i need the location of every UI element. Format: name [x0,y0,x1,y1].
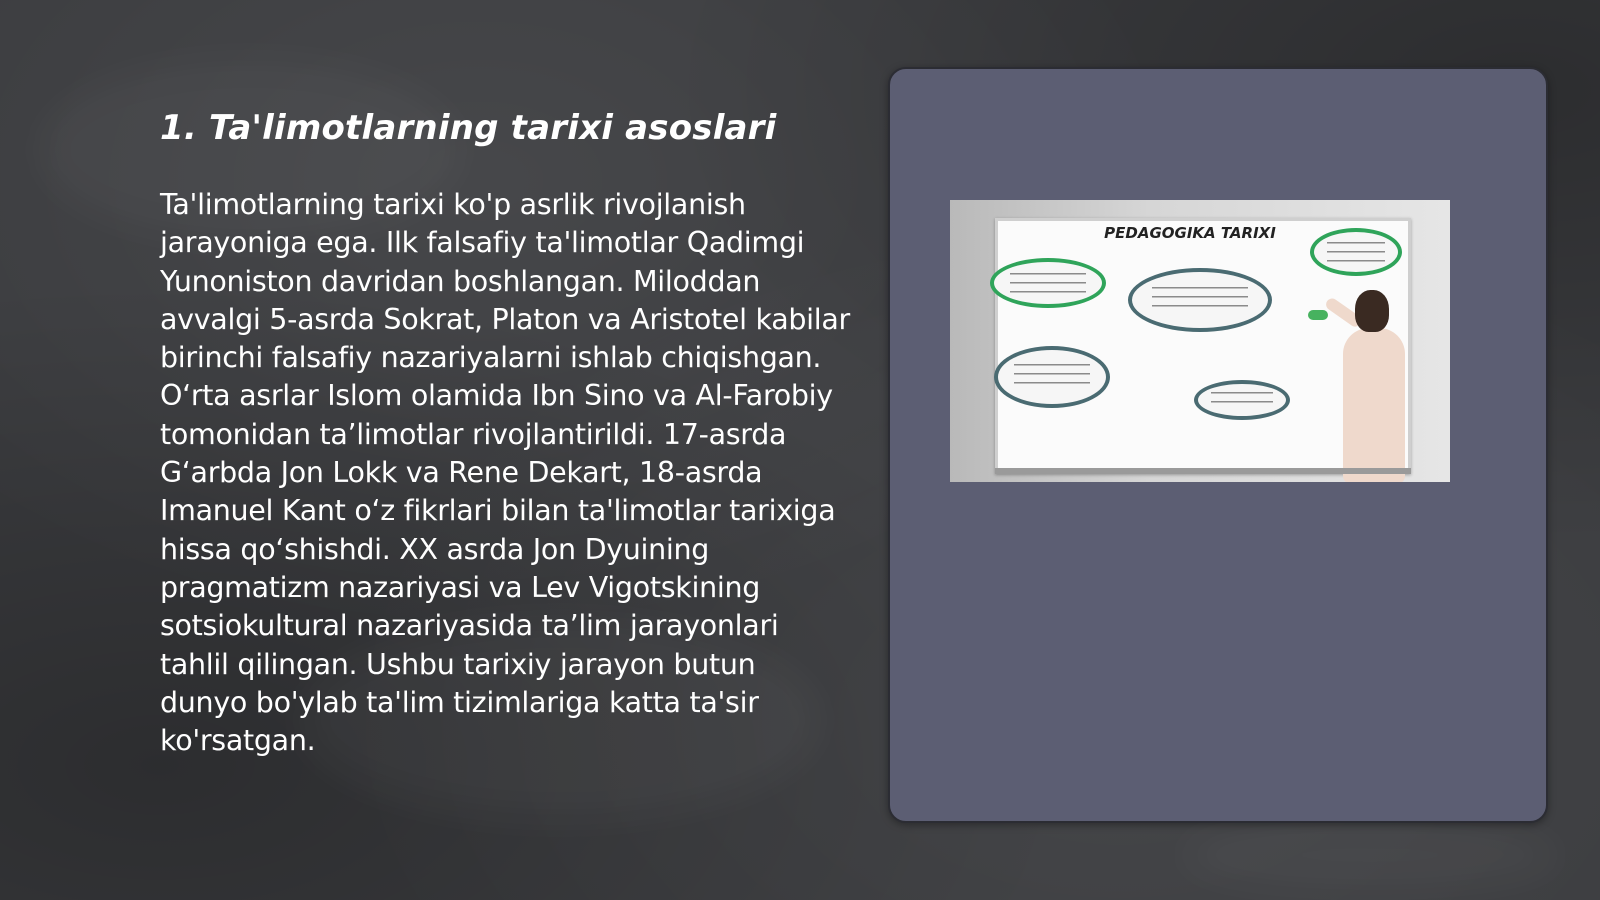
chalk-smudge [1180,820,1560,890]
mindmap-bubble [1194,380,1290,420]
marker-icon [1308,310,1328,320]
mindmap-bubble [990,258,1106,308]
whiteboard-photo [950,200,1450,482]
mindmap-bubble [1310,228,1402,276]
presenter-body [1343,328,1405,482]
slide-body-text: Ta'limotlarning tarixi ko'p asrlik rivojlanish jarayoniga ega. Ilk falsafiy ta'limotlar Qadimgi Yunoniston davridan boshlangan. Miloddan avvalgi 5-asrda Sokrat, Platon va Aristotel kabilar birinchi falsafiy nazariyalarni ishlab chiqishgan. O‘rta asrlar Islom olamida Ibn Sino va Al-Farobiy tomonidan ta’limotlar rivojlantirildi. 17-asrda G‘arbda Jon Lokk va Rene Dekart, 18-asrda Imanuel Kant o‘z fikrlari bilan ta'limotlar tarixiga hissa qo‘shishdi. XX asrda Jon Dyuining pragmatizm nazariyasi va Lev Vigotskining sotsiokultural nazariyasida ta’lim jarayonlari tahlil qilingan. Ushbu tarixiy jarayon butun dunyo bo'ylab ta'lim tizimlariga katta ta'sir ko'rsatgan. [160,188,850,758]
mindmap-bubble [1128,268,1272,332]
mindmap-bubble [994,346,1110,408]
whiteboard-tray [995,468,1411,474]
presenter-head [1355,290,1389,332]
slide-title: 1. Ta'limotlarning tarixi asoslari [160,108,777,148]
whiteboard-title: PEDAGOGIKA TARIXI [1104,224,1276,242]
